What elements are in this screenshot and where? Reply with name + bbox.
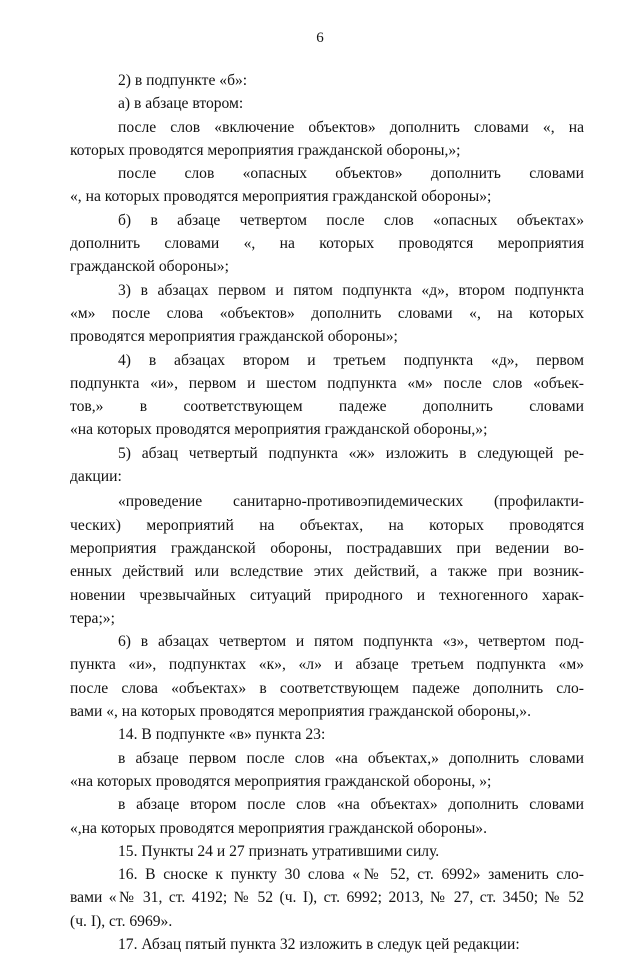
- text-line: 5) абзац четвертый подпункта «ж» изложить в следующей ре-: [118, 444, 584, 462]
- text-line: 2) в подпункте «б»:: [118, 72, 248, 89]
- text-line: пункта «и», подпунктах «к», «л» и абзаце третьем подпункта «м»: [70, 656, 584, 674]
- text-line: «проведение санитарно-противоэпидемических (профилакти-: [118, 493, 584, 511]
- text-line: а) в абзаце втором:: [118, 95, 244, 113]
- text-line: 14. В подпункте «в» пункта 23:: [118, 726, 326, 744]
- text-line: «на которых проводятся мероприятия гражданской обороны,»;: [70, 421, 488, 439]
- text-line: подпункта «и», первом и шестом подпункта «м» после слов «объек-: [70, 374, 584, 392]
- text-line: мероприятия гражданской обороны, пострадавших при ведении во-: [70, 539, 584, 557]
- text-line: дакции:: [70, 468, 122, 486]
- text-line: новении чрезвычайных ситуаций природного и техногенного харак-: [70, 586, 584, 604]
- text-line: тера;»;: [70, 609, 115, 627]
- text-line: которых проводятся мероприятия гражданской обороны,»;: [70, 141, 461, 159]
- text-line: 6) в абзацах четвертом и пятом подпункта «з», четвертом под-: [118, 633, 584, 651]
- text-line: (ч. I), ст. 6969».: [70, 912, 173, 930]
- text-line: ческих) мероприятий на объектах, на которых проводятся: [70, 516, 584, 534]
- text-line: вами «№ 31, ст. 4192; № 52 (ч. I), ст. 6992; 2013, № 27, ст. 3450; № 52: [70, 889, 584, 907]
- text-line: после слова «объектах» в соответствующем падеже дополнить сло-: [70, 679, 584, 697]
- text-line: после слов «включение объектов» дополнить словами «, на: [118, 118, 584, 136]
- text-line: «м» после слова «объектов» дополнить словами «, на которых: [70, 304, 584, 322]
- text-line: тов,» в соответствующем падеже дополнить словами: [70, 398, 584, 416]
- text-line: проводятся мероприятия гражданской обороны»;: [70, 328, 398, 346]
- text-line: «,на которых проводятся мероприятия гражданской обороны».: [70, 819, 488, 837]
- text-line: в абзаце втором после слов «на объектах» дополнить словами: [118, 796, 584, 814]
- text-line: дополнить словами «, на которых проводятся мероприятия: [70, 235, 584, 253]
- text-line: после слов «опасных объектов» дополнить словами: [118, 165, 584, 183]
- text-line: 15. Пункты 24 и 27 признать утратившими силу.: [118, 842, 440, 860]
- text-line: 17. Абзац пятый пункта 32 изложить в следук цей редакции:: [118, 935, 520, 953]
- text-line: б) в абзаце четвертом после слов «опасных объектах»: [118, 211, 584, 229]
- text-line: вами «, на которых проводятся мероприятия гражданской обороны,».: [70, 703, 531, 721]
- text-line: в абзаце первом после слов «на объектах,» дополнить словами: [118, 749, 584, 767]
- document-body: [70, 69, 584, 956]
- text-line: «на которых проводятся мероприятия гражданской обороны, »;: [70, 772, 492, 790]
- text-line: 16. В сноске к пункту 30 слова «№ 52, ст. 6992» заменить сло-: [118, 866, 584, 884]
- text-line: 3) в абзацах первом и пятом подпункта «д», втором подпункта: [118, 281, 584, 299]
- page-number: 6: [316, 30, 324, 46]
- text-line: «, на которых проводятся мероприятия гражданской обороны»;: [70, 188, 492, 206]
- text-line: гражданской обороны»;: [70, 258, 229, 276]
- text-line: 4) в абзацах втором и третьем подпункта «д», первом: [118, 351, 584, 369]
- text-line: енных действий или вследствие этих действий, а также при возник-: [70, 563, 584, 581]
